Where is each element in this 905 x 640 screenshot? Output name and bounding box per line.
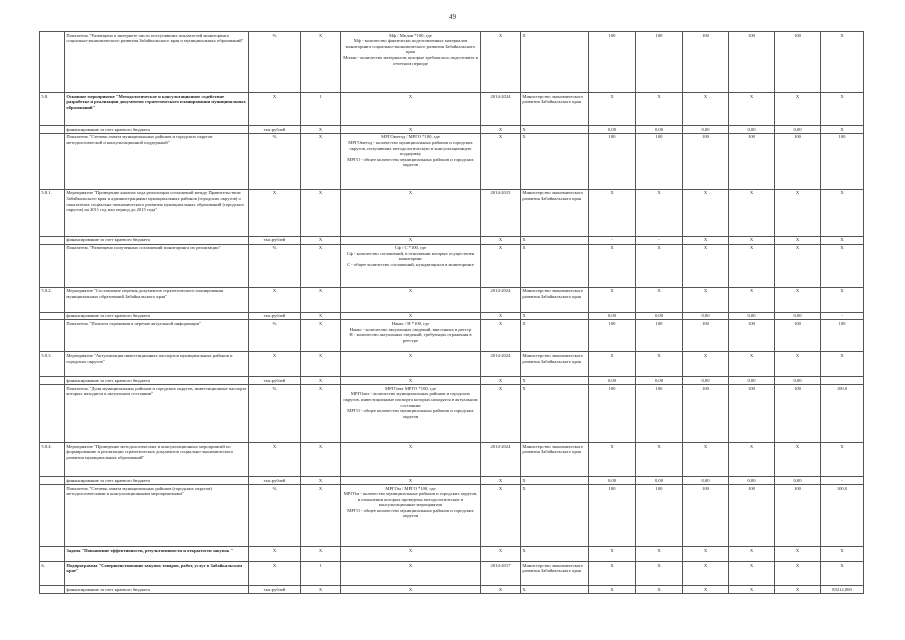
table-cell: X bbox=[775, 352, 821, 377]
table-cell: X bbox=[481, 133, 521, 189]
table-cell: % bbox=[249, 32, 301, 93]
table-cell: X bbox=[636, 287, 683, 312]
table-cell: 100 bbox=[636, 385, 683, 443]
table-cell: 100,0 bbox=[821, 484, 864, 546]
table-cell: X bbox=[729, 443, 775, 477]
table-cell: Министерство экономического развития Забайкальского края bbox=[521, 93, 589, 126]
table-cell: 0,00 bbox=[775, 126, 821, 134]
table-cell: 100 bbox=[729, 385, 775, 443]
table-cell: X bbox=[249, 287, 301, 312]
table-cell: МРГОм / МРГО *100, где МРГОм - количество муниципальных районов и городских округов, в отношении которых проведены методологические и консультационные мероприятия МРГО - общее количество муниципальных районов и городских округов bbox=[341, 484, 481, 546]
table-cell: 0,00 bbox=[636, 377, 683, 385]
table-cell bbox=[40, 244, 65, 287]
table-row bbox=[40, 312, 864, 320]
table-row bbox=[40, 377, 864, 385]
table-cell: X bbox=[683, 287, 729, 312]
table-cell bbox=[40, 126, 65, 134]
table-row bbox=[40, 189, 864, 236]
program-table bbox=[39, 31, 864, 594]
table-cell: X bbox=[589, 244, 636, 287]
table-cell: X bbox=[729, 93, 775, 126]
table-cell: 0,00 bbox=[589, 377, 636, 385]
table-cell: 0,00 bbox=[589, 126, 636, 134]
table-cell: тыс.рублей bbox=[249, 236, 301, 244]
table-cell: X bbox=[521, 585, 589, 593]
table-cell: X bbox=[481, 32, 521, 93]
table-cell: X bbox=[821, 244, 864, 287]
table-cell: X bbox=[481, 244, 521, 287]
table-cell: X bbox=[683, 244, 729, 287]
table-cell: X bbox=[636, 189, 683, 236]
table-cell: 100 bbox=[775, 320, 821, 352]
table-cell: X bbox=[301, 236, 341, 244]
table-cell: X bbox=[301, 377, 341, 385]
table-cell: X bbox=[636, 561, 683, 585]
table-cell: 100 bbox=[729, 32, 775, 93]
table-cell: МРГОметод / МРГО *100, где МРГОметод - количество муниципальных районов и городских округов, получивших методологическую и консультационную поддержку МРГО - общее количество муниципальных районов и городских округов bbox=[341, 133, 481, 189]
table-cell bbox=[40, 377, 65, 385]
table-cell: 100 bbox=[636, 133, 683, 189]
table-cell: X bbox=[481, 126, 521, 134]
table-cell: 100 bbox=[821, 320, 864, 352]
table-cell: тыс.рублей bbox=[249, 477, 301, 485]
table-cell: 100 bbox=[589, 320, 636, 352]
table-cell: 2014-2015 bbox=[481, 189, 521, 236]
table-cell: Мероприятие "Актуализация инвестиционных паспортов муниципальных районов и городских округов" bbox=[65, 352, 249, 377]
table-cell bbox=[40, 320, 65, 352]
table-cell: X bbox=[249, 546, 301, 561]
table-cell: 100 bbox=[729, 133, 775, 189]
table-cell: Показатель "Степень охвата муниципальных районов (городских округов) методологическими и консультационными мероприятиями" bbox=[65, 484, 249, 546]
table-cell: 100 bbox=[683, 133, 729, 189]
table-cell: 0,00 bbox=[729, 477, 775, 485]
table-cell: 0,00 bbox=[775, 312, 821, 320]
table-cell: X bbox=[636, 352, 683, 377]
table-cell: Показатель "Размещено в интернете число поступивших показателей мониторинга социально-экономического развития Забайкальского края и муниципальных образований" bbox=[65, 32, 249, 93]
table-cell: X bbox=[589, 585, 636, 593]
table-cell: 0,00 bbox=[683, 477, 729, 485]
table-cell: X bbox=[521, 236, 589, 244]
table-cell: 0,00 bbox=[683, 312, 729, 320]
table-cell: X bbox=[729, 561, 775, 585]
table-cell bbox=[40, 133, 65, 189]
table-cell: X bbox=[249, 443, 301, 477]
table-cell: X bbox=[341, 546, 481, 561]
table-row bbox=[40, 561, 864, 585]
table-cell: X bbox=[301, 320, 341, 352]
table-cell: X bbox=[683, 585, 729, 593]
table-cell: X bbox=[636, 585, 683, 593]
table-cell bbox=[40, 385, 65, 443]
table-cell: X bbox=[481, 585, 521, 593]
table-cell: 0,00 bbox=[589, 312, 636, 320]
table-cell: X bbox=[341, 443, 481, 477]
table-cell: Нанкс / Н *100, где Нанкс - количество актуальных сведений, внесенных в реестр Н - количество актуальных сведений, требующих отражения в реестре bbox=[341, 320, 481, 352]
table-row bbox=[40, 93, 864, 126]
table-cell: X bbox=[521, 484, 589, 546]
table-cell: Показатель "Полнота отражения в перечне актуальной информации" bbox=[65, 320, 249, 352]
table-cell: 1 bbox=[301, 561, 341, 585]
table-cell: X bbox=[301, 385, 341, 443]
table-cell: X bbox=[821, 287, 864, 312]
table-cell: X bbox=[821, 93, 864, 126]
table-cell: X bbox=[775, 244, 821, 287]
table-cell: 0,00 bbox=[683, 377, 729, 385]
table-cell: 2014-2024 bbox=[481, 443, 521, 477]
table-cell: % bbox=[249, 320, 301, 352]
table-cell: 5.8.3. bbox=[40, 352, 65, 377]
table-cell: X bbox=[521, 385, 589, 443]
table-cell: X bbox=[301, 244, 341, 287]
table-cell: X bbox=[481, 477, 521, 485]
table-cell: X bbox=[481, 484, 521, 546]
table-cell: Показатель "Степень охвата муниципальных районов и городских округов методологической и консультационной поддержкой" bbox=[65, 133, 249, 189]
table-cell: 0,00 bbox=[636, 312, 683, 320]
table-cell: 100 bbox=[589, 484, 636, 546]
table-row bbox=[40, 236, 864, 244]
table-cell: X bbox=[341, 287, 481, 312]
table-cell: X bbox=[481, 320, 521, 352]
table-cell: X bbox=[821, 443, 864, 477]
table-cell: финансирование за счет краевого бюджета bbox=[65, 126, 249, 134]
table-cell: 2014-2024 bbox=[481, 287, 521, 312]
table-cell: X bbox=[729, 244, 775, 287]
table-cell: X bbox=[589, 189, 636, 236]
table-row bbox=[40, 585, 864, 593]
table-cell: 6. bbox=[40, 561, 65, 585]
table-cell: финансирование за счет краевого бюджета bbox=[65, 377, 249, 385]
table-cell: X bbox=[301, 133, 341, 189]
table-cell: Министерство экономического развития Забайкальского края bbox=[521, 189, 589, 236]
table-cell: 100 bbox=[775, 133, 821, 189]
table-cell: 100 bbox=[636, 484, 683, 546]
table-cell: X bbox=[821, 126, 864, 134]
table-cell: X bbox=[341, 312, 481, 320]
table-cell: X bbox=[481, 385, 521, 443]
table-cell: X bbox=[521, 546, 589, 561]
table-cell: X bbox=[341, 377, 481, 385]
table-cell: финансирование за счет краевого бюджета bbox=[65, 585, 249, 593]
table-cell: 0,00 bbox=[775, 377, 821, 385]
table-cell: - bbox=[821, 312, 864, 320]
table-cell bbox=[40, 546, 65, 561]
table-cell: 100 bbox=[589, 385, 636, 443]
table-cell: 5.8.2. bbox=[40, 287, 65, 312]
table-cell: X bbox=[481, 377, 521, 385]
table-row bbox=[40, 352, 864, 377]
table-cell bbox=[40, 585, 65, 593]
table-cell: X bbox=[301, 189, 341, 236]
table-cell: 0,00 bbox=[729, 126, 775, 134]
table-cell: 100 bbox=[729, 320, 775, 352]
table-cell: 2014-2017 bbox=[481, 561, 521, 585]
table-cell: % bbox=[249, 133, 301, 189]
table-cell: 100 bbox=[775, 484, 821, 546]
table-cell: Мероприятие "Проведение анализа хода реализации соглашений между Правительством Забайкальского края и администрациями муниципальных районов (городских округов) о показателях социально-экономического развития муниципальных образований (городских округов) на 2011 год или период до 2015 года" bbox=[65, 189, 249, 236]
table-cell: X bbox=[249, 189, 301, 236]
table-cell: Подпрограмма "Совершенствование закупок товаров, работ, услуг в Забайкальском крае" bbox=[65, 561, 249, 585]
table-cell bbox=[40, 477, 65, 485]
table-cell: 100 bbox=[775, 385, 821, 443]
table-cell: Мероприятие "Составление перечня документов стратегического планирования муниципальных образований Забайкальского края" bbox=[65, 287, 249, 312]
table-cell bbox=[40, 236, 65, 244]
table-cell: X bbox=[249, 352, 301, 377]
table-cell: Показатель "Доля муниципальных районов и городских округов, инвестиционные паспорта которых находятся в актуальном состоянии" bbox=[65, 385, 249, 443]
table-cell: X bbox=[341, 93, 481, 126]
table-cell: X bbox=[775, 561, 821, 585]
table-cell: 100 bbox=[589, 32, 636, 93]
table-cell: 100 bbox=[683, 32, 729, 93]
table-cell: 100 bbox=[683, 320, 729, 352]
table-cell: X bbox=[683, 352, 729, 377]
table-cell: 5.8. bbox=[40, 93, 65, 126]
table-cell: X bbox=[683, 443, 729, 477]
table-cell: X bbox=[683, 236, 729, 244]
table-cell: 0,00 bbox=[636, 477, 683, 485]
table-cell: X bbox=[821, 32, 864, 93]
table-cell: X bbox=[729, 585, 775, 593]
table-cell: X bbox=[636, 244, 683, 287]
table-row bbox=[40, 126, 864, 134]
table-cell: X bbox=[481, 236, 521, 244]
table-cell: X bbox=[301, 585, 341, 593]
table-cell: X bbox=[683, 189, 729, 236]
table-cell: X bbox=[521, 244, 589, 287]
table-cell: X bbox=[249, 561, 301, 585]
table-cell: Показатель "Размещено полученных соглашений мониторинга их реализации" bbox=[65, 244, 249, 287]
table-cell: X bbox=[729, 189, 775, 236]
table-cell: 100 bbox=[729, 484, 775, 546]
table-cell: финансирование за счет краевого бюджета bbox=[65, 477, 249, 485]
table-cell: X bbox=[521, 32, 589, 93]
table-cell: X bbox=[301, 352, 341, 377]
table-cell: X bbox=[341, 585, 481, 593]
table-cell: X bbox=[729, 352, 775, 377]
table-cell: 0,00 bbox=[775, 477, 821, 485]
table-cell: X bbox=[521, 312, 589, 320]
table-cell: X bbox=[589, 561, 636, 585]
table-row bbox=[40, 133, 864, 189]
table-cell: X bbox=[821, 236, 864, 244]
table-cell: X bbox=[341, 352, 481, 377]
table-cell bbox=[40, 312, 65, 320]
table-cell: X bbox=[821, 561, 864, 585]
table-cell: 100 bbox=[589, 133, 636, 189]
table-cell: X bbox=[729, 546, 775, 561]
table-cell: X bbox=[729, 236, 775, 244]
table-cell: X bbox=[775, 443, 821, 477]
table-cell: X bbox=[341, 561, 481, 585]
table-row bbox=[40, 320, 864, 352]
page-number: 49 bbox=[449, 13, 456, 21]
table-cell: - bbox=[589, 236, 636, 244]
table-cell: X bbox=[775, 287, 821, 312]
table-cell: % bbox=[249, 484, 301, 546]
table-cell: Министерство экономического развития Забайкальского края bbox=[521, 287, 589, 312]
table-cell: Мероприятие "Проведение методологических и консультационных мероприятий по формированию и реализации стратегических документов социально-экономического развития муниципальных образований" bbox=[65, 443, 249, 477]
table-cell: тыс.рублей bbox=[249, 377, 301, 385]
table-cell: X bbox=[775, 93, 821, 126]
table-cell: тыс.рублей bbox=[249, 312, 301, 320]
table-cell: 100 bbox=[683, 484, 729, 546]
table-cell: X bbox=[589, 287, 636, 312]
table-cell: 5.8.4. bbox=[40, 443, 65, 477]
table-cell: 100 bbox=[821, 133, 864, 189]
table-cell: X bbox=[301, 126, 341, 134]
table-cell: X bbox=[301, 312, 341, 320]
table-cell: 100 bbox=[636, 320, 683, 352]
table-cell: X bbox=[481, 546, 521, 561]
table-cell: X bbox=[775, 546, 821, 561]
table-cell: X bbox=[775, 236, 821, 244]
table-cell: Мф / Мплан *100, где Мф - количество фактически подготовленных материалов мониторинга социально-экономического развития Забайкальского края Мплан - количество материалов, которые требовалось подготовить в отчетном периоде bbox=[341, 32, 481, 93]
table-cell: X bbox=[821, 546, 864, 561]
table-cell: X bbox=[683, 561, 729, 585]
table-cell: - bbox=[636, 236, 683, 244]
table-cell: X bbox=[775, 585, 821, 593]
table-row bbox=[40, 287, 864, 312]
table-cell: 100 bbox=[775, 32, 821, 93]
table-cell: 0,00 bbox=[636, 126, 683, 134]
table-cell: 0,00 bbox=[589, 477, 636, 485]
table-cell: X bbox=[821, 189, 864, 236]
table-cell: 0,00 bbox=[683, 126, 729, 134]
table-cell: 0,00 bbox=[729, 312, 775, 320]
table-cell: финансирование за счет краевого бюджета bbox=[65, 312, 249, 320]
table-cell: X bbox=[301, 546, 341, 561]
table-cell: X bbox=[636, 93, 683, 126]
table-cell: Министерство экономического развития Забайкальского края bbox=[521, 352, 589, 377]
table-cell: % bbox=[249, 244, 301, 287]
table-cell: X bbox=[341, 189, 481, 236]
table-cell: X bbox=[589, 352, 636, 377]
table-row bbox=[40, 385, 864, 443]
table-cell: тыс.рублей bbox=[249, 585, 301, 593]
table-row bbox=[40, 546, 864, 561]
table-cell: 100,0 bbox=[821, 385, 864, 443]
table-cell: X bbox=[521, 320, 589, 352]
table-cell: X bbox=[636, 443, 683, 477]
table-cell: X bbox=[729, 287, 775, 312]
table-cell: Министерство экономического развития Забайкальского края bbox=[521, 561, 589, 585]
table-cell: 100 bbox=[636, 32, 683, 93]
table-cell: X bbox=[301, 32, 341, 93]
table-cell: X bbox=[521, 126, 589, 134]
table-cell: - bbox=[821, 477, 864, 485]
table-cell bbox=[40, 484, 65, 546]
table-cell: 83212,000 bbox=[821, 585, 864, 593]
table-cell: X bbox=[636, 546, 683, 561]
table-cell: X bbox=[775, 189, 821, 236]
table-cell: X bbox=[821, 352, 864, 377]
table-cell: Сф / С *100, где Сф - количество соглашений, в отношении которых осуществлен мониторинг С - общее количество соглашений, нуждающихся в мониторинге bbox=[341, 244, 481, 287]
table-cell: 0,00 bbox=[729, 377, 775, 385]
table-cell: финансирование за счет краевого бюджета bbox=[65, 236, 249, 244]
table-row bbox=[40, 443, 864, 477]
table-cell: X bbox=[683, 546, 729, 561]
table-cell: X bbox=[481, 312, 521, 320]
table-cell: X bbox=[521, 477, 589, 485]
table-cell: X bbox=[341, 477, 481, 485]
table-cell: X bbox=[589, 93, 636, 126]
table-cell: X bbox=[301, 477, 341, 485]
table-cell: X bbox=[341, 236, 481, 244]
table-cell: 2014-2024 bbox=[481, 93, 521, 126]
table-row bbox=[40, 32, 864, 93]
table-cell bbox=[821, 377, 864, 385]
table-cell: X bbox=[249, 93, 301, 126]
table-row bbox=[40, 477, 864, 485]
table-cell: 5.8.1. bbox=[40, 189, 65, 236]
table-cell: 2014-2024 bbox=[481, 352, 521, 377]
table-cell: 1 bbox=[301, 93, 341, 126]
table-cell: Министерство экономического развития Забайкальского края bbox=[521, 443, 589, 477]
table-cell: тыс.рублей bbox=[249, 126, 301, 134]
table-cell: X bbox=[521, 377, 589, 385]
table-cell: X bbox=[341, 126, 481, 134]
table-cell: 100 bbox=[683, 385, 729, 443]
table-cell: МРГОакт МРГО *100, где МРГОакт - количество муниципальных районов и городских округов, инвестиционные паспорта которых находятся в актуальном состоянии МРГО - общее количество муниципальных районов и городских округов bbox=[341, 385, 481, 443]
table-cell: Основное мероприятие "Методологическое и консультационное содействие разработке и реализации документов стратегического планирования муниципальных образований" bbox=[65, 93, 249, 126]
table-cell: X bbox=[589, 546, 636, 561]
table-cell: X bbox=[589, 443, 636, 477]
table-row bbox=[40, 244, 864, 287]
table-row bbox=[40, 484, 864, 546]
table-cell: Задача "Повышение эффективности, результативности и открытости закупок " bbox=[65, 546, 249, 561]
table-cell: % bbox=[249, 385, 301, 443]
table-cell bbox=[40, 32, 65, 93]
table-cell: X bbox=[301, 287, 341, 312]
table-cell: X bbox=[301, 443, 341, 477]
table-cell: X bbox=[683, 93, 729, 126]
table-cell: X bbox=[301, 484, 341, 546]
table-cell: X bbox=[521, 133, 589, 189]
